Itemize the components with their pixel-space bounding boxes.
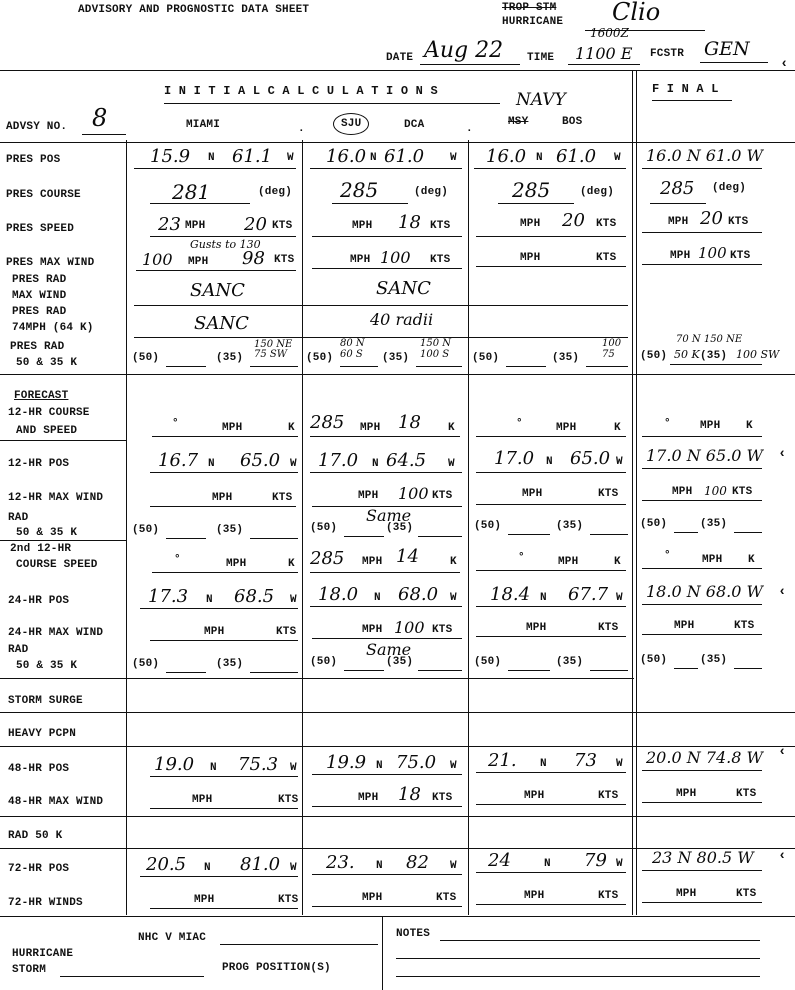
row-rad50k: RAD 50 K	[8, 830, 63, 842]
sju-maxwind-mph: 100	[380, 248, 411, 267]
miami-speed-mph: 23	[158, 214, 181, 235]
final-fc12-maxwind: 100	[704, 484, 727, 498]
sju-second12-course: 285	[310, 548, 345, 569]
sju-rad50: 80 N 60 S	[340, 338, 365, 360]
sju-fc24-maxwind: 100	[394, 618, 425, 637]
final-rad35: 100 SW	[736, 348, 780, 361]
navy-fc24-lat: 18.4	[490, 584, 531, 605]
navy-speed-kts: 20	[562, 210, 585, 231]
sju-pres-lat: 16.0	[326, 146, 367, 167]
navy-fc24-lon: 67.7	[568, 584, 609, 605]
row-fc24-pos: 24-HR POS	[8, 595, 70, 607]
navy-course: 285	[512, 178, 551, 202]
miami-speed-kts: 20	[244, 214, 267, 235]
navy-fc12-lat: 17.0	[494, 448, 535, 469]
final-rad-top: 70 N 150 NE	[676, 334, 743, 345]
row-pres-course: PRES COURSE	[6, 189, 81, 201]
col-bos: BOS	[562, 116, 583, 128]
sju-fc24-lon: 68.0	[398, 584, 439, 605]
miami-fc72-lat: 20.5	[146, 854, 187, 875]
row-fc12-pos: 12-HR POS	[8, 458, 70, 470]
col-msy: MSY	[508, 116, 529, 128]
row-pres-rad-50-1: PRES RAD	[10, 341, 65, 353]
row-pres-rad-max-1: PRES RAD	[12, 274, 67, 286]
col-navy: NAVY	[516, 90, 566, 110]
row-pres-pos: PRES POS	[6, 154, 61, 166]
miami-fc24-lat: 17.3	[148, 586, 189, 607]
row-storm-surge: STORM SURGE	[8, 695, 83, 707]
row-heavy-pcpn: HEAVY PCPN	[8, 728, 77, 740]
final-rad50: 50 K	[674, 348, 700, 361]
row-second12-2: COURSE SPEED	[16, 559, 98, 571]
miami-pres-lon: 61.1	[232, 146, 273, 167]
row-fc12-course-2: AND SPEED	[16, 425, 78, 437]
sju-fc12-speed: 18	[398, 412, 421, 433]
sju-fc72-lon: 82	[406, 852, 429, 873]
miami-maxwind-mph: 100	[142, 250, 173, 269]
row-fc12-course-1: 12-HR COURSE	[8, 407, 90, 419]
navy-fc48-lon: 73	[574, 750, 597, 771]
time-value-alt: 1600Z	[590, 26, 629, 40]
final-fc12-pos: 17.0 N 65.0 W	[646, 446, 763, 465]
sju-rad35: 150 N 100 S	[420, 338, 452, 360]
sju-rad24: Same	[366, 640, 412, 659]
sju-fc12-lat: 17.0	[318, 450, 359, 471]
sju-second12-speed: 14	[396, 546, 419, 567]
sju-speed-kts: 18	[398, 212, 421, 233]
col-sju: SJU	[333, 113, 369, 135]
miami-gusts: Gusts to 130	[190, 238, 261, 251]
sju-pres-lon: 61.0	[384, 146, 425, 167]
row-rad12-2: 50 & 35 K	[16, 527, 78, 539]
margin-mark: ‹	[778, 744, 787, 760]
row-fc24-max-wind: 24-HR MAX WIND	[8, 627, 104, 639]
final-fc72-pos: 23 N 80.5 W	[652, 848, 754, 867]
navy-pres-lon: 61.0	[556, 146, 597, 167]
navy-fc12-lon: 65.0	[570, 448, 611, 469]
advsy-label: ADVSY NO.	[6, 121, 68, 133]
notes-label: NOTES	[396, 928, 431, 940]
col-miami: MIAMI	[186, 119, 221, 131]
row-rad12-1: RAD	[8, 512, 29, 524]
row-pres-rad-50-2: 50 & 35 K	[16, 357, 78, 369]
row-fc48-pos: 48-HR POS	[8, 763, 70, 775]
time-label: TIME	[527, 52, 555, 64]
forecast-heading: FORECAST	[14, 390, 69, 402]
row-pres-rad-74-1: PRES RAD	[12, 306, 67, 318]
date-value: Aug 22	[424, 38, 504, 63]
row-pres-rad-max-2: MAX WIND	[12, 290, 67, 302]
navy-fc72-lon: 79	[584, 850, 607, 871]
advsy-value: 8	[92, 104, 108, 132]
sju-fc48-lat: 19.9	[326, 752, 367, 773]
miami-maxwind-kts: 98	[242, 248, 265, 269]
navy-pres-lat: 16.0	[486, 146, 527, 167]
row-fc48-max-wind: 48-HR MAX WIND	[8, 796, 104, 808]
sheet-title: ADVISORY AND PROGNOSTIC DATA SHEET	[78, 4, 310, 16]
navy-fc72-lat: 24	[488, 850, 511, 871]
row-rad24-1: RAD	[8, 644, 29, 656]
final-fc48-pos: 20.0 N 74.8 W	[646, 748, 763, 767]
miami-fc12-lat: 16.7	[158, 450, 199, 471]
margin-mark: ‹	[778, 584, 787, 600]
hurricane-label: HURRICANE	[12, 948, 74, 960]
miami-rad35: 150 NE 75 SW	[254, 339, 293, 360]
miami-pres-lat: 15.9	[150, 146, 191, 167]
margin-mark: ‹	[778, 848, 787, 864]
miami-rad-max: SANC	[190, 280, 245, 301]
miami-rad-74: SANC	[194, 313, 249, 334]
sju-fc12-maxwind: 100	[398, 484, 429, 503]
fcstr-value: GEN	[704, 38, 750, 60]
margin-mark: ‹	[780, 56, 789, 72]
row-pres-speed: PRES SPEED	[6, 223, 75, 235]
final-fc24-pos: 18.0 N 68.0 W	[646, 582, 763, 601]
sju-fc72-lat: 23.	[326, 852, 355, 873]
miami-fc48-lat: 19.0	[154, 754, 195, 775]
final-title: F I N A L	[652, 82, 719, 96]
miami-fc12-lon: 65.0	[240, 450, 281, 471]
row-fc72-winds: 72-HR WINDS	[8, 897, 83, 909]
navy-fc48-lat: 21.	[488, 750, 517, 771]
storm-type-struck: TROP STM	[502, 2, 557, 14]
nhc-label: NHC V MIAC	[138, 932, 207, 944]
miami-fc72-lon: 81.0	[240, 854, 281, 875]
date-label: DATE	[386, 52, 414, 64]
sju-fc12-lon: 64.5	[386, 450, 427, 471]
row-pres-rad-74-2: 74MPH (64 K)	[12, 322, 94, 334]
storm-name: Clio	[612, 0, 661, 26]
final-maxwind-mph: 100	[698, 244, 727, 262]
sju-rad12: Same	[366, 506, 412, 525]
miami-fc48-lon: 75.3	[238, 754, 279, 775]
final-speed-kts: 20	[700, 208, 723, 229]
margin-mark: ‹	[778, 446, 787, 462]
sju-fc12-course: 285	[310, 412, 345, 433]
miami-course: 281	[172, 180, 211, 204]
time-value: 1100 E	[575, 44, 633, 63]
row-pres-max-wind: PRES MAX WIND	[6, 257, 95, 269]
initial-calculations-title: I N I T I A L C A L C U L A T I O N S	[164, 84, 438, 98]
sju-fc48-lon: 75.0	[396, 752, 437, 773]
sju-fc48-maxwind: 18	[398, 784, 421, 805]
sju-course: 285	[340, 178, 379, 202]
row-fc72-pos: 72-HR POS	[8, 863, 70, 875]
storm-label: STORM	[12, 964, 47, 976]
col-dca: DCA	[404, 119, 425, 131]
row-second12-1: 2nd 12-HR	[10, 543, 72, 555]
fcstr-label: FCSTR	[650, 48, 685, 60]
miami-fc24-lon: 68.5	[234, 586, 275, 607]
final-course: 285	[660, 178, 695, 199]
row-fc12-max-wind: 12-HR MAX WIND	[8, 492, 104, 504]
navy-rad35: 100 75	[602, 338, 622, 360]
prog-position-label: PROG POSITION(S)	[222, 962, 331, 974]
final-pres-pos: 16.0 N 61.0 W	[646, 146, 763, 165]
sju-rad-max: SANC	[376, 278, 431, 299]
sju-rad-74: 40 radii	[370, 310, 434, 329]
storm-type-label: HURRICANE	[502, 16, 564, 28]
row-rad24-2: 50 & 35 K	[16, 660, 78, 672]
sju-fc24-lat: 18.0	[318, 584, 359, 605]
